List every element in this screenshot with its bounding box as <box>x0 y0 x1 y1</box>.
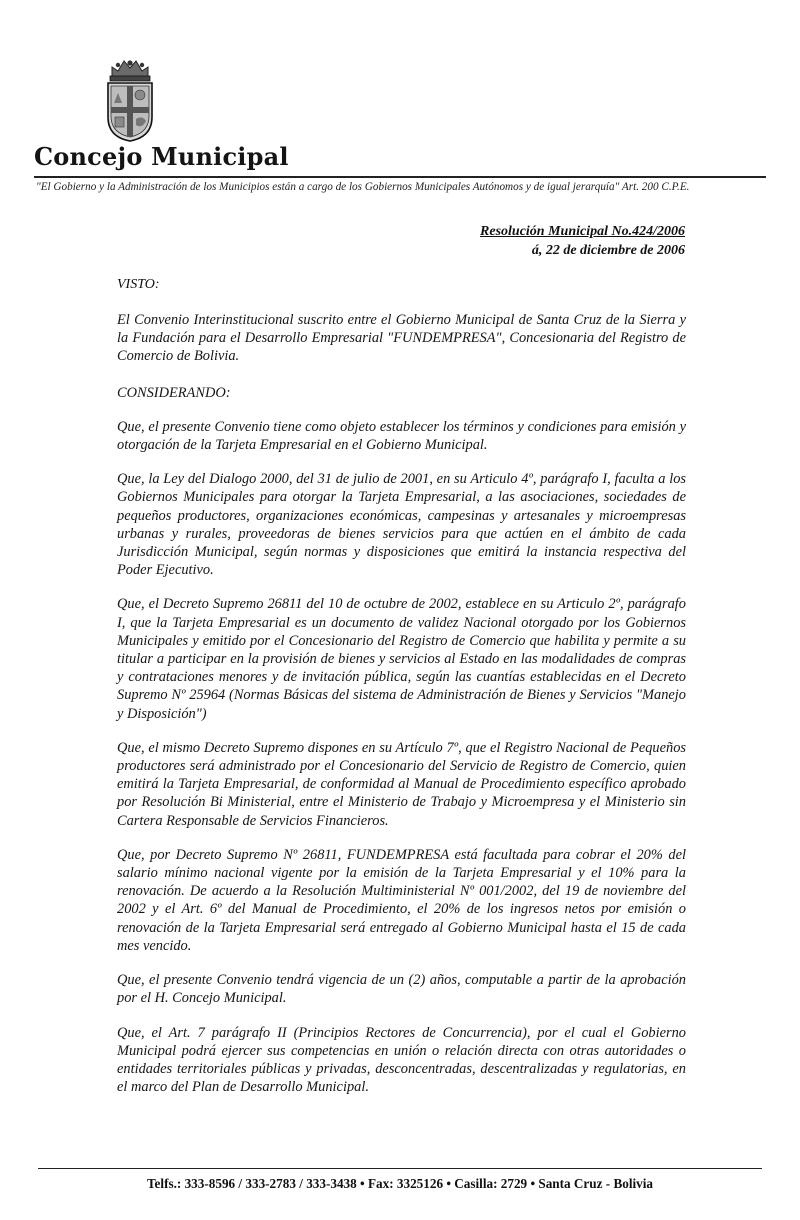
coat-of-arms-icon <box>102 55 158 143</box>
header-motto: "El Gobierno y la Administración de los Municipios están a cargo de los Gobiernos Municipales Autónomos y de igual jerarquía" Art. 200 C.P.E. <box>36 181 690 193</box>
considerando-heading: CONSIDERANDO: <box>117 384 231 401</box>
considerando-paragraph: Que, el presente Convenio tiene como objeto establecer los términos y condiciones para emisión y otorgación de la Tarjeta Empresarial en el Gobierno Municipal. <box>117 418 686 454</box>
visto-paragraph: El Convenio Interinstitucional suscrito entre el Gobierno Municipal de Santa Cruz de la Sierra y la Fundación para el Desarrollo Empresarial "FUNDEMPRESA", Concesionaria del Registro de Comercio de Bolivia. <box>117 312 686 365</box>
footer-divider <box>38 1168 762 1169</box>
considerando-paragraph: Que, el mismo Decreto Supremo dispones en su Artículo 7º, que el Registro Nacional de Pequeños productores será administrado por el Concesionario del Servicio de Registro de Comercio, quien emitirá la Tarjeta Empresarial, de conformidad al Manual de Procedimiento específico aprobado por Resolución Bi Ministerial, entre el Ministerio de Trabajo y Microempresa y el Ministerio sin Cartera Responsable de Servicios Financieros. <box>117 739 686 829</box>
considerando-paragraph: Que, el Decreto Supremo 26811 del 10 de octubre de 2002, establece en su Articulo 2º, parágrafo I, que la Tarjeta Empresarial es un documento de validez Nacional otorgado por los Gobiernos Municipales y emitido por el Concesionario del Registro de Comercio que habilita y permite a su titular a participar en la provisión de bienes y servicios al Estado en las modalidades de compras y contrataciones menores y de invitación pública, según las cuantías establecidas en el Decreto Supremo Nº 25964 (Normas Básicas del sistema de Administración de Bienes y Servicios "Manejo y Disposición") <box>117 596 686 722</box>
footer-contact: Telfs.: 333-8596 / 333-2783 / 333-3438 • Fax: 3325126 • Casilla: 2729 • Santa Cruz - Bolivia <box>146 1176 654 1191</box>
header-divider <box>34 176 766 178</box>
considerando-paragraph: Que, el presente Convenio tendrá vigencia de un (2) años, computable a partir de la aprobación por el H. Concejo Municipal. <box>117 972 686 1007</box>
considerando-paragraph: Que, el Art. 7 parágrafo II (Principios Rectores de Concurrencia), por el cual el Gobierno Municipal podrá ejercer sus competencias en unión o relación directa con otras autoridades o entidades territoriales públicas y privadas, desconcentradas, descentralizadas y regulatorias, en el marco del Plan de Desarrollo Municipal. <box>117 1024 686 1096</box>
resolution-block <box>480 222 685 260</box>
considerando-paragraph: Que, la Ley del Dialogo 2000, del 31 de julio de 2001, en su Articulo 4º, parágrafo I, faculta a los Gobiernos Municipales para otorgar la Tarjeta Empresarial, a las asociaciones, sociedades de pequeños productores, organizaciones económicas, campesinas y artesanales y microempresas urbanas y rurales, proveedoras de bienes servicios para que actúen en el ámbito de cada Jurisdicción Municipal, según normas y disposiciones que emitirá la instancia respectiva del Poder Ejecutivo. <box>117 471 686 579</box>
organization-name: Concejo Municipal <box>34 142 289 171</box>
resolution-date: á, 22 de diciembre de 2006 <box>531 243 685 258</box>
resolution-number: Resolución Municipal No.424/2006 <box>480 224 685 239</box>
considerando-paragraph: Que, por Decreto Supremo Nº 26811, FUNDEMPRESA está facultada para cobrar el 20% del salario mínimo nacional vigente por la emisión de la Tarjeta Empresarial y el 10% para la renovación. De acuerdo a la Resolución Multiministerial Nº 001/2002, del 19 de noviembre del 2002 y el Art. 6º del Manual de Procedimiento, el 20% de los ingresos netos por emisión o renovación de la Tarjeta Empresarial será entregado al Gobierno Municipal hasta el 15 de cada mes vencido. <box>117 846 686 954</box>
document-body <box>117 311 686 1112</box>
visto-heading: VISTO: <box>117 277 160 292</box>
